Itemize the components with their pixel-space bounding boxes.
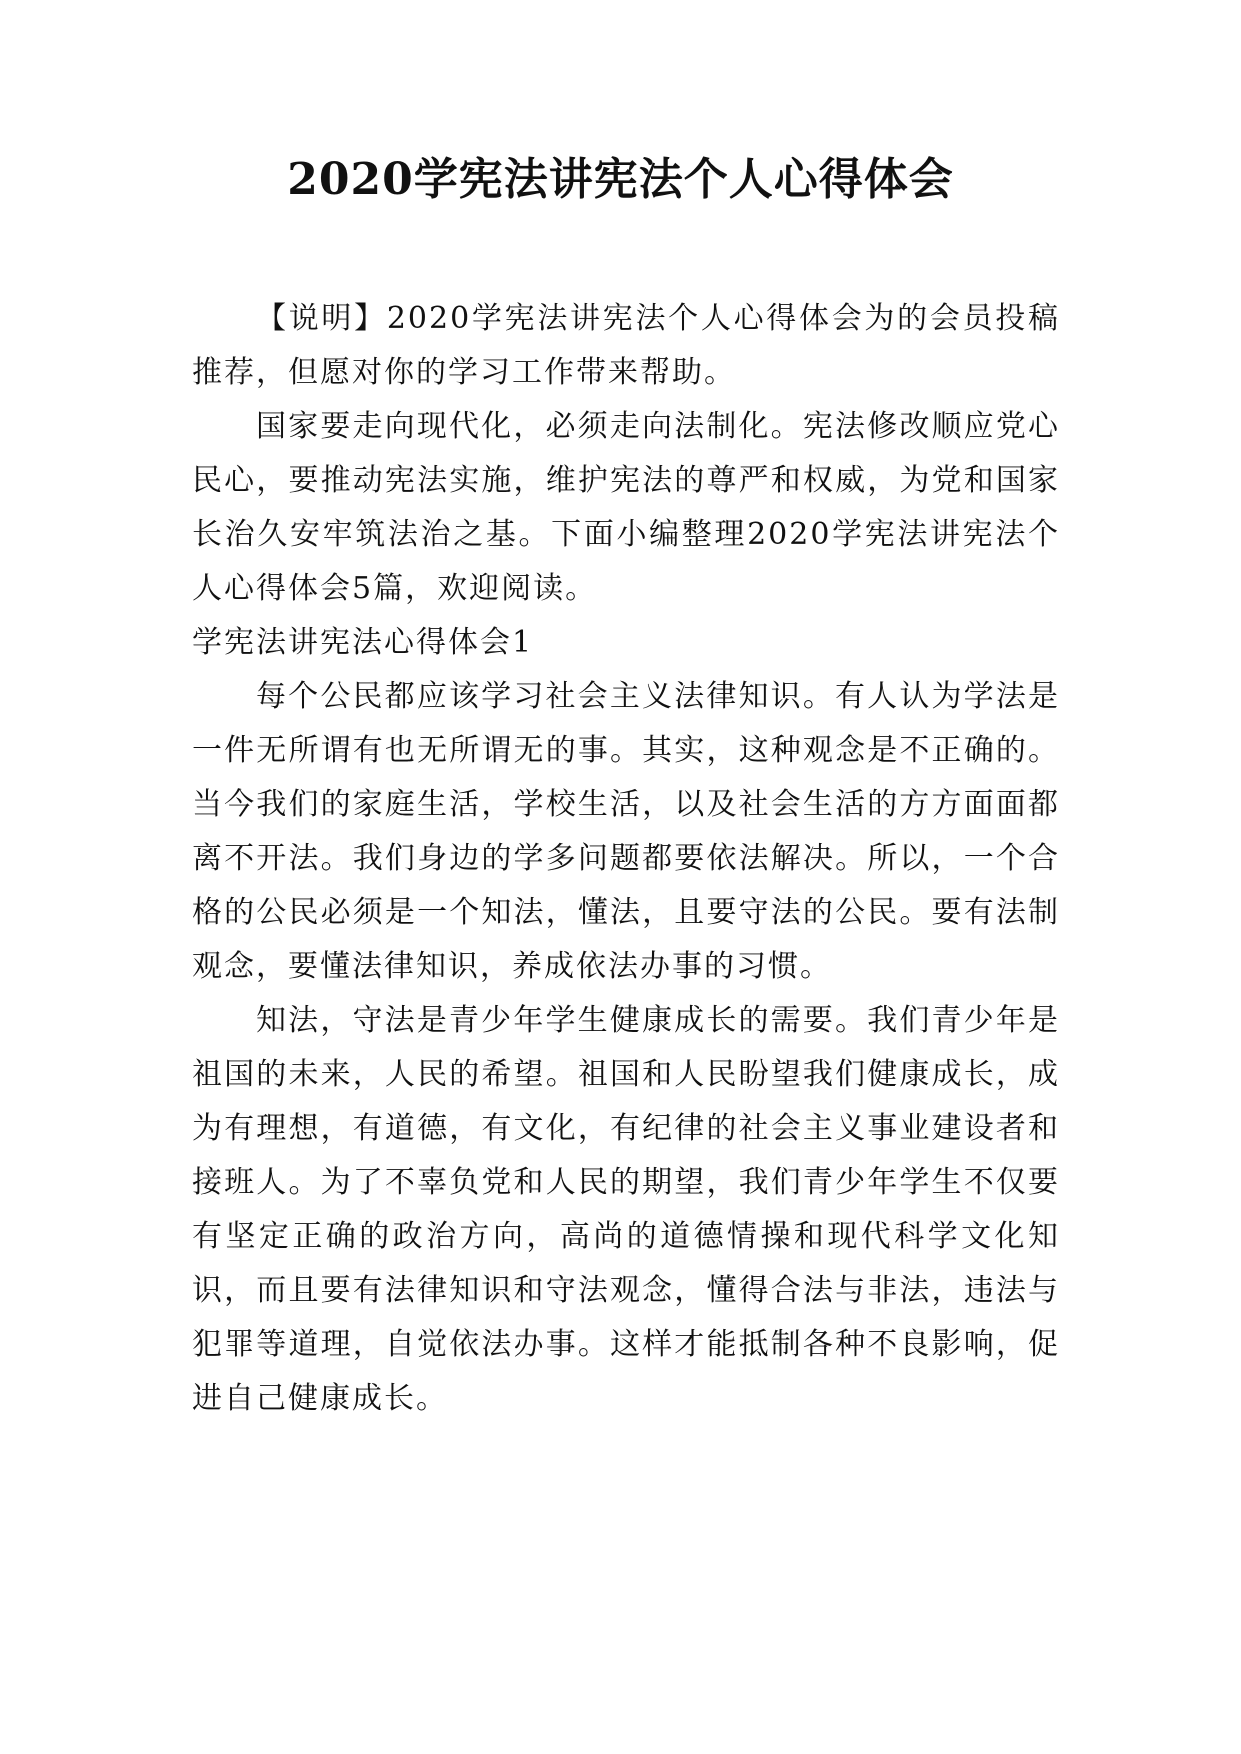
note-paragraph: 【说明】2020学宪法讲宪法个人心得体会为的会员投稿推荐，但愿对你的学习工作带来帮助。: [192, 301, 1060, 390]
document-title: 2020学宪法讲宪法个人心得体会: [287, 154, 954, 205]
body-paragraph-1: 每个公民都应该学习社会主义法律知识。有人认为学法是一件无所谓有也无所谓无的事。其实，这种观念是不正确的。当今我们的家庭生活，学校生活，以及社会生活的方方面面都离不开法。我们身边的学多问题都要依法解决。所以，一个合格的公民必须是一个知法，懂法，且要守法的公民。要有法制观念，要懂法律知识，养成依法办事的习惯。: [192, 679, 1060, 984]
section-heading: 学宪法讲宪法心得体会1: [192, 625, 534, 660]
intro-paragraph: 国家要走向现代化，必须走向法制化。宪法修改顺应党心民心，要推动宪法实施，维护宪法的尊严和权威，为党和国家长治久安牢筑法治之基。下面小编整理2020学宪法讲宪法个人心得体会5篇，欢迎阅读。: [192, 409, 1060, 606]
body-paragraph-2: 知法，守法是青少年学生健康成长的需要。我们青少年是祖国的未来，人民的希望。祖国和人民盼望我们健康成长，成为有理想，有道德，有文化，有纪律的社会主义事业建设者和接班人。为了不辜负党和人民的期望，我们青少年学生不仅要有坚定正确的政治方向，高尚的道德情操和现代科学文化知识，而且要有法律知识和守法观念，懂得合法与非法，违法与犯罪等道理，自觉依法办事。这样才能抵制各种不良影响，促进自己健康成长。: [192, 1003, 1060, 1416]
